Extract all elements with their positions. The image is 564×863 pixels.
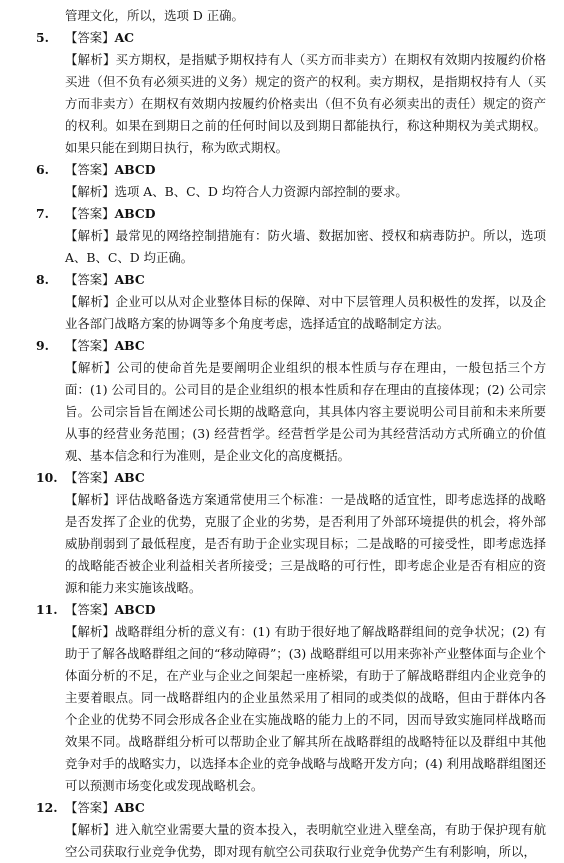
answer-item: [36, 269, 546, 335]
answer-line: [36, 335, 546, 357]
explanation-text: 买方期权，是指赋予期权持有人（买方而非卖方）在期权有效期内按履约价格买进（但不负有必须买进的义务）规定的资产的权利。卖方期权，是指期权持有人（买方而非卖方）在期权有效期内按履约价格卖出（但不负有必须卖出的责任）规定的资产的权利。如果在到期日之前的任何时间以及到期日都能执行，称这种期权为美式期权。如果只能在到期日执行，称为欧式期权。: [65, 52, 547, 155]
explanation-label: 【解析】: [65, 52, 116, 67]
answer-label: 【答案】: [65, 206, 115, 221]
question-number: 8.: [36, 272, 49, 287]
answer-line: [36, 599, 546, 621]
answer-item: [36, 335, 546, 467]
answer-label: 【答案】: [65, 800, 115, 815]
explanation-label: 【解析】: [65, 492, 116, 507]
answer-value: AC: [114, 30, 135, 45]
answer-label: 【答案】: [65, 272, 115, 287]
answer-label: 【答案】: [65, 602, 115, 617]
answer-line: [36, 269, 546, 291]
explanation: [65, 819, 546, 863]
explanation-text: 企业可以从对企业整体目标的保障、对中下层管理人员积极性的发挥，以及企业各部门战略方案的协调等多个角度考虑，选择适宜的战略制定方法。: [65, 294, 547, 331]
answer-value: ABC: [114, 470, 145, 485]
answer-item: [36, 599, 546, 797]
answer-item: [36, 159, 546, 203]
answer-label: 【答案】: [65, 30, 115, 45]
answer-line: [36, 467, 546, 489]
answer-item: [36, 467, 546, 599]
answer-value: ABC: [114, 800, 145, 815]
answer-list: [36, 27, 546, 863]
explanation: [65, 291, 546, 335]
answer-label: 【答案】: [65, 470, 115, 485]
explanation: [65, 621, 546, 797]
answer-item: [36, 797, 546, 863]
question-number: 9.: [36, 338, 49, 353]
explanation-label: 【解析】: [65, 624, 116, 639]
answer-item: [36, 203, 546, 269]
explanation: [65, 489, 546, 599]
answer-line: [36, 797, 546, 819]
answer-line: [36, 27, 546, 49]
answer-label: 【答案】: [65, 162, 115, 177]
explanation: [65, 357, 546, 467]
explanation: [65, 225, 546, 269]
explanation-text: 评估战略备选方案通常使用三个标准：一是战略的适宜性，即考虑选择的战略是否发挥了企业的优势，克服了企业的劣势，是否利用了外部环境提供的机会，将外部威胁削弱到了最低程度，是否有助于企业实现目标；二是战略的可接受性，即考虑选择的战略能否被企业利益相关者所接受；三是战略的可行性，即考虑企业是否有相应的资源和能力来实施该战略。: [65, 492, 547, 595]
answer-item: [36, 27, 546, 159]
explanation-text: 进入航空业需要大量的资本投入，表明航空业进入壁垒高，有助于保护现有航空公司获取行业竞争优势，即对现有航空公司获取行业竞争优势产生有利影响，所以，: [65, 822, 547, 859]
question-number: 12.: [36, 800, 58, 815]
explanation-label: 【解析】: [65, 360, 118, 375]
answer-value: ABC: [114, 272, 145, 287]
explanation: [65, 49, 546, 159]
explanation-text: 公司的使命首先是要阐明企业组织的根本性质与存在理由，一般包括三个方面：(1) 公司目的。公司目的是企业组织的根本性质和存在理由的直接体现；(2) 公司宗旨。公司宗旨旨在阐述公司长期的战略意向，其具体内容主要说明公司目前和未来所要从事的经营业务范围；(3) 经营哲学。经营哲学是公司为其经营活动方式所确立的价值观、基本信念和行为准则，是企业文化的高度概括。: [65, 360, 547, 463]
answer-value: ABCD: [114, 206, 156, 221]
continuation-text: 管理文化，所以，选项 D 正确。: [65, 8, 244, 23]
question-number: 11.: [36, 602, 58, 617]
explanation-text: 最常见的网络控制措施有：防火墙、数据加密、授权和病毒防护。所以，选项 A、B、C、D 均正确。: [65, 228, 547, 265]
explanation-text: 选项 A、B、C、D 均符合人力资源内部控制的要求。: [114, 184, 408, 199]
explanation-label: 【解析】: [65, 294, 116, 309]
question-number: 6.: [36, 162, 49, 177]
explanation-text: 战略群组分析的意义有：(1) 有助于很好地了解战略群组间的竞争状况；(2) 有助于了解各战略群组之间的“移动障碍”；(3) 战略群组可以用来弥补产业整体面与企业个体面分析的不足，在产业与企业之间架起一座桥梁，有助于了解战略群组内企业竞争的主要着眼点。同一战略群组内的企业虽然采用了相同的或类似的战略，但由于群体内各个企业的优势不同会形成各企业在实施战略的能力上的不同，因而导致实施同样战略而效果不同。战略群组分析可以帮助企业了解其所在战略群组的战略特征以及群组中其他竞争对手的战略实力，以选择本企业的竞争战略与战略开发方向；(4) 利用战略群组图还可以预测市场变化或发现战略机会。: [65, 624, 546, 793]
question-number: 5.: [36, 30, 49, 45]
explanation-label: 【解析】: [65, 184, 115, 199]
question-number: 7.: [36, 206, 49, 221]
answer-line: [36, 159, 546, 181]
answer-value: ABCD: [114, 162, 156, 177]
explanation-label: 【解析】: [65, 822, 116, 837]
explanation: [65, 181, 546, 203]
answer-value: ABC: [114, 338, 145, 353]
explanation-label: 【解析】: [65, 228, 116, 243]
answer-value: ABCD: [114, 602, 156, 617]
answer-line: [36, 203, 546, 225]
answer-label: 【答案】: [65, 338, 115, 353]
question-number: 10.: [36, 470, 58, 485]
